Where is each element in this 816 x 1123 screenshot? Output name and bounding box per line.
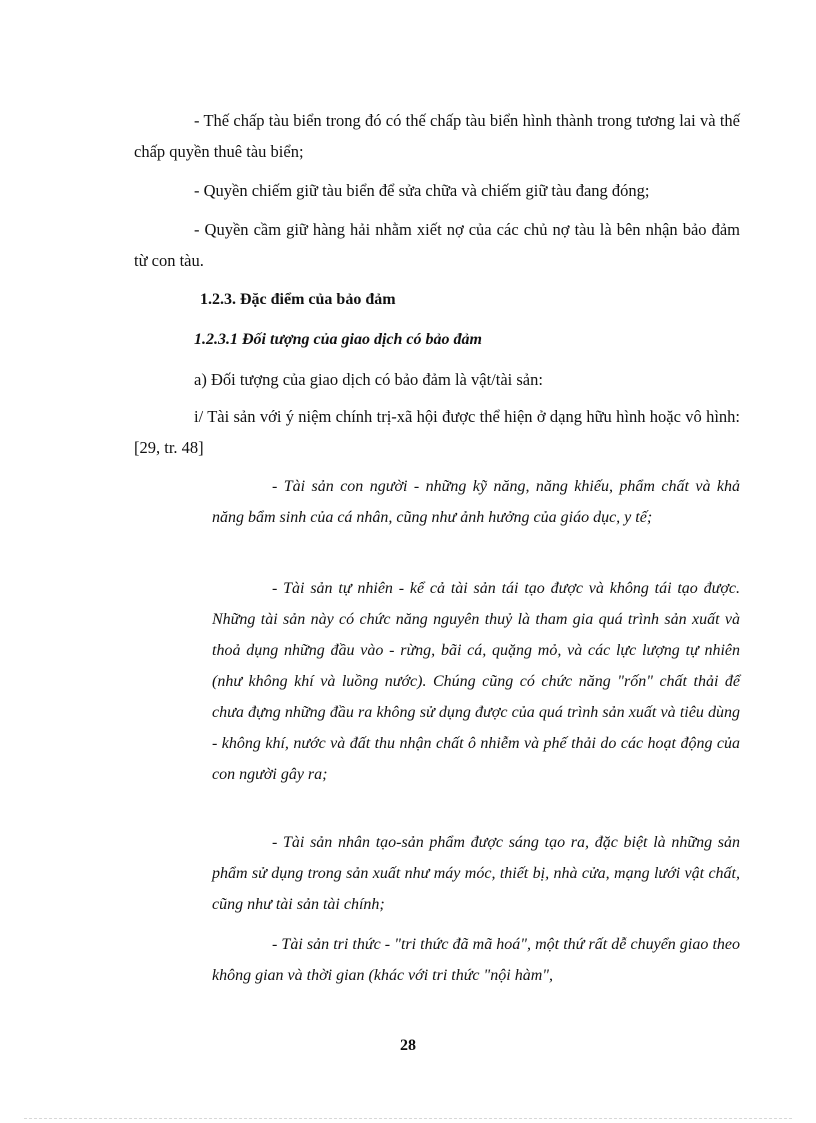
page-bottom-divider — [24, 1118, 792, 1119]
quote-natural-assets: - Tài sản tự nhiên - kể cả tài sản tái tạo được và không tái tạo được. Những tài sản này có chức năng nguyên thuỷ là tham gia quá trình sản xuất và thoả dụng những đầu vào - rừng, bãi cá, quặng mỏ, và các lực lượng tự nhiên (như không khí và luồng nước). Chúng cũng có chức năng "rốn" chất thải để chưa đựng những đầu ra không sử dụng được của quá trình sản xuất và tiêu dùng - không khí, nước và đất thu nhận chất ô nhiễm và phế thải do các hoạt động của con người gây ra; — [212, 580, 740, 783]
quote-man-made-assets: - Tài sản nhân tạo-sản phẩm được sáng tạo ra, đặc biệt là những sản phẩm sử dụng trong sản xuất như máy móc, thiết bị, nhà cửa, mạng lưới vật chất, cũng như tài sản tài chính; — [212, 834, 740, 913]
item-i: i/ Tài sản với ý niệm chính trị-xã hội được thể hiện ở dạng hữu hình hoặc vô hình: [29, tr. 48] — [134, 407, 740, 457]
paragraph-ship-mortgage: - Thế chấp tàu biển trong đó có thế chấp tàu biển hình thành trong tương lai và thế chấp quyền thuê tàu biển; — [134, 111, 740, 161]
quote-human-assets: - Tài sản con người - những kỹ năng, năng khiếu, phẩm chất và khả năng bẩm sinh của cá nhân, cũng như ảnh hưởng của giáo dục, y tế; — [212, 478, 740, 526]
paragraph-ship-retention: - Quyền chiếm giữ tàu biển để sửa chữa và chiếm giữ tàu đang đóng; — [194, 181, 650, 200]
quote-knowledge-assets: - Tài sản tri thức - "tri thức đã mã hoá", một thứ rất dễ chuyển giao theo không gian và thời gian (khác với tri thức "nội hàm", — [212, 936, 740, 984]
item-a: a) Đối tượng của giao dịch có bảo đảm là vật/tài sản: — [194, 370, 543, 389]
subsection-heading: 1.2.3.1 Đối tượng của giao dịch có bảo đảm — [194, 331, 482, 348]
section-heading: 1.2.3. Đặc điểm của bảo đảm — [200, 291, 396, 308]
paragraph-maritime-lien: - Quyền cầm giữ hàng hải nhằm xiết nợ của các chủ nợ tàu là bên nhận bảo đảm từ con tàu. — [134, 220, 740, 270]
page-number: 28 — [400, 1037, 416, 1054]
